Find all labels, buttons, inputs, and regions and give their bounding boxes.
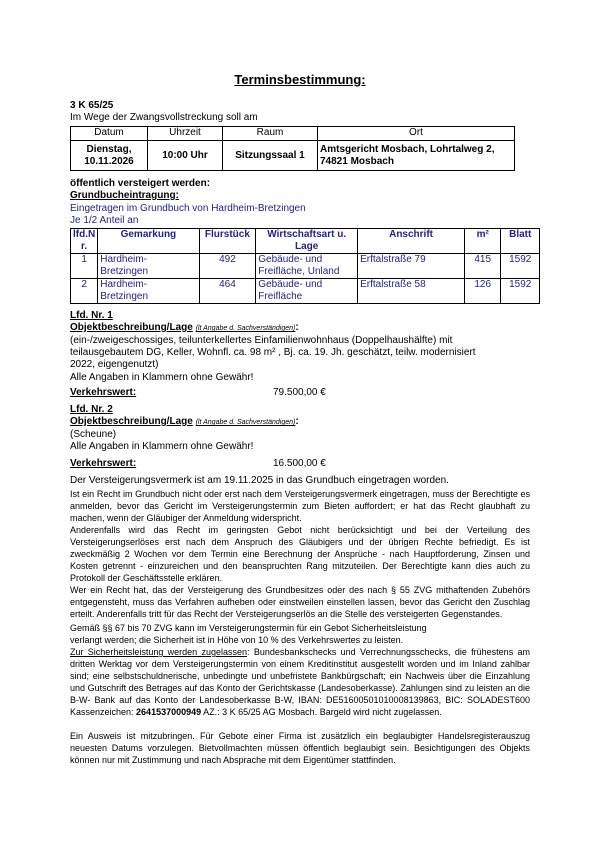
grund-header-wirtschaft-line1: Wirtschaftsart u. [267, 229, 347, 240]
objekt2-verkehrswert: 16.500,00 € [273, 458, 326, 469]
para-rechte: Ist ein Recht im Grundbuch nicht oder erst nach dem Versteigerungsvermerk eingetragen, muss der Berechtigte es anmelden, bevor das Gericht im Versteigerungstermin zum Bieten auffordert; er hat das Recht glaubhaft zu machen, wenn der Gläubiger der Anmeldung widerspricht. [70, 489, 530, 523]
termin-header-ort: Ort [318, 127, 515, 141]
grund-anschrift: Erftalstraße 58 [358, 279, 465, 304]
termin-datum-line2: 10.11.2026 [84, 155, 134, 167]
grund-wirtschaft [256, 254, 358, 279]
az-text: AZ.: 3 K 65/25 AG Mosbach. Bargeld wird nicht zugelassen. [201, 707, 442, 717]
objekt2-heading: Lfd. Nr. 2 [70, 404, 113, 415]
sicherheit-text: : Bundesbankschecks und Verrechnungsschecks, die frühestens am dritten Werktag vor dem Versteigerungstermin von einem Kreditinstitut ausgestellt worden und im Inland zahlbar sind; eine selbstschuldnerische, unbedingte und unbefristete Bankbürgschaft; ein Nachweis über die Einzahlung und Gutschrift des Betrages auf das Konto der Gerichtskasse (Landesoberkasse). Zahlungen sind zu leisten an die B-W- Bank auf das Konto der Landesoberkasse B-W, IBAN: DE51600501010008139863, BIC: SOLADEST600 Kassenzeichen: [70, 647, 530, 717]
objekt1-beschreibung-label: Objektbeschreibung/Lage [70, 322, 193, 333]
grund-blatt: 1592 [501, 254, 540, 279]
grund-wirtschaft-line2: Freifläche, Unland [258, 266, 340, 277]
grund-anschrift: Erftalstraße 79 [358, 254, 465, 279]
grund-gemarkung-line2: Bretzingen [100, 266, 149, 277]
table-row [71, 279, 540, 304]
grund-gemarkung [98, 254, 199, 279]
grund-header-m2: m² [465, 229, 501, 254]
grund-wirtschaft-line1: Gebäude- und [258, 254, 323, 265]
termin-ort-line1: Amtsgericht Mosbach, Lohrtalweg 2, [320, 143, 495, 155]
grund-header-lfd [71, 229, 98, 254]
grund-header-blatt: Blatt [501, 229, 540, 254]
para-sicherheit [70, 646, 530, 718]
objekt1-verkehrswert-label: Verkehrswert: [70, 387, 137, 398]
grund-header-wirtschaft [256, 229, 358, 254]
gemaess-line1: Gemäß §§ 67 bis 70 ZVG kann im Versteigerungstermin für ein Gebot Sicherheitsleistung [70, 623, 427, 633]
para-ausweis: Ein Ausweis ist mitzubringen. Für Gebote einer Firma ist zusätzlich ein beglaubigter Handelsregisterauszug neuesten Datums vorzulegen. Bietvollmachten müssen öffentlich beglaubigt sein. Besichtigungen des Objekts können nur mit Zustimmung und nach Absprache mit dem Eigentümer stattfinden. [70, 731, 530, 765]
grund-flurstueck: 464 [199, 279, 256, 304]
versteigert-text: öffentlich versteigert werden: [70, 178, 211, 189]
termin-datum-line1: Dienstag, [86, 143, 132, 155]
objekt2-beschreibung-label: Objektbeschreibung/Lage [70, 416, 193, 427]
aktenzeichen: 3 K 65/25 [70, 100, 114, 111]
termin-raum: Sitzungssaal 1 [223, 141, 318, 171]
grund-nr: 2 [71, 279, 98, 304]
grund-wirtschaft-line2: Freifläche [258, 291, 303, 302]
gemaess-line2: verlangt werden; die Sicherheit ist in Höhe von 10 % des Verkehrswertes zu leisten. [70, 635, 404, 645]
vermerk-text: Der Versteigerungsvermerk ist am 19.11.2025 in das Grundbuch eingetragen worden. [70, 475, 449, 486]
objekt2-beschreibung-note: (lt Angabe d. Sachverständigen) [195, 419, 296, 426]
objekt1-text2: teilausgebautem DG, Keller, Wohnfl. ca. 98 m² , Bj. ca. 19. Jh. geschätzt, teilw. modernisiert [70, 347, 476, 358]
objekt1-verkehrswert: 79.500,00 € [273, 387, 326, 398]
termin-uhrzeit: 10:00 Uhr [148, 141, 223, 171]
grund-gemarkung [98, 279, 199, 304]
grund-flurstueck: 492 [199, 254, 256, 279]
grund-header-lfd-line2: r. [81, 241, 88, 252]
objekt1-beschreibung-colon: : [295, 322, 299, 333]
grundstuecke-table [70, 228, 540, 304]
objekt2-text1: (Scheune) [70, 429, 117, 440]
sicherheit-label: Zur Sicherheitsleistung werden zugelassen [70, 647, 248, 657]
grund-blatt: 1592 [501, 279, 540, 304]
grund-header-gemarkung: Gemarkung [98, 229, 199, 254]
termin-ort [318, 141, 515, 171]
termin-header-uhrzeit: Uhrzeit [148, 127, 223, 141]
grund-m2: 415 [465, 254, 501, 279]
objekt1-text3: 2022, eigengenutzt) [70, 359, 159, 370]
termin-table [70, 126, 515, 171]
objekt1-heading: Lfd. Nr. 1 [70, 310, 113, 321]
objekt1-beschreibung-note: (lt Angabe d. Sachverständigen) [195, 325, 296, 332]
objekt1-beschreibung-heading [70, 322, 299, 335]
objekt1-ohne-gewaehr: Alle Angaben in Klammern ohne Gewähr! [70, 372, 254, 383]
grund-wirtschaft [256, 279, 358, 304]
grund-gemarkung-line2: Bretzingen [100, 291, 149, 302]
grund-m2: 126 [465, 279, 501, 304]
grund-header-lfd-line1: lfd.N [73, 229, 96, 240]
grundbuch-heading: Grundbucheintragung: [70, 190, 179, 201]
termin-datum [71, 141, 148, 171]
grundbuch-line2: Je 1/2 Anteil an [70, 215, 139, 226]
termin-header-datum: Datum [71, 127, 148, 141]
grund-header-anschrift: Anschrift [358, 229, 465, 254]
objekt2-beschreibung-heading [70, 416, 299, 429]
termin-ort-line2: 74821 Mosbach [320, 155, 394, 167]
objekt2-verkehrswert-label: Verkehrswert: [70, 458, 137, 469]
termin-header-raum: Raum [223, 127, 318, 141]
grund-header-wirtschaft-line2: Lage [295, 241, 319, 252]
objekt1-text1: (ein-/zweigeschossiges, teilunterkellertes Einfamilienwohnhaus (Doppelhaushälfte) mit [70, 335, 453, 346]
table-row [71, 254, 540, 279]
grund-gemarkung-line1: Hardheim- [100, 254, 147, 265]
grund-gemarkung-line1: Hardheim- [100, 279, 147, 290]
objekt2-ohne-gewaehr: Alle Angaben in Klammern ohne Gewähr! [70, 441, 254, 452]
grund-header-flurstueck: Flurstück [199, 229, 256, 254]
grund-wirtschaft-line1: Gebäude- und [258, 279, 323, 290]
grund-nr: 1 [71, 254, 98, 279]
para-anderenfalls: Anderenfalls wird das Recht im geringsten Gebot nicht berücksichtigt und bei der Verteilung des Versteigerungserlöses erst nach dem Anspruch des Gläubigers und der übrigen Rechte befriedigt. Es ist zweckmäßig 2 Wochen vor dem Termin eine Berechnung der Ansprüche - nach Hauptforderung, Zinsen und Kosten getrennt - einzureichen und den beanspruchten Rang mitzuteilen. Der Berechtigte kann dies auch zu Protokoll der Geschäftsstelle erklären. [70, 525, 530, 583]
grundbuch-line1: Eingetragen im Grundbuch von Hardheim-Bretzingen [70, 203, 306, 214]
objekt2-beschreibung-colon: : [295, 416, 299, 427]
page-title: Terminsbestimmung: [234, 72, 366, 87]
para-wer: Wer ein Recht hat, das der Versteigerung des Grundbesitzes oder des nach § 55 ZVG mithaftenden Zubehörs entgegensteht, muss das Verfahren aufheben oder einstweilen einstellen lassen, bevor das Gericht den Zuschlag erteilt. Anderenfalls tritt für das Recht der Versteigerungserlös an die Stelle des versteigerten Gegenstandes. [70, 585, 530, 619]
intro-text: Im Wege der Zwangsvollstreckung soll am [70, 112, 258, 123]
kassenzeichen: 2641537000949 [136, 707, 202, 717]
